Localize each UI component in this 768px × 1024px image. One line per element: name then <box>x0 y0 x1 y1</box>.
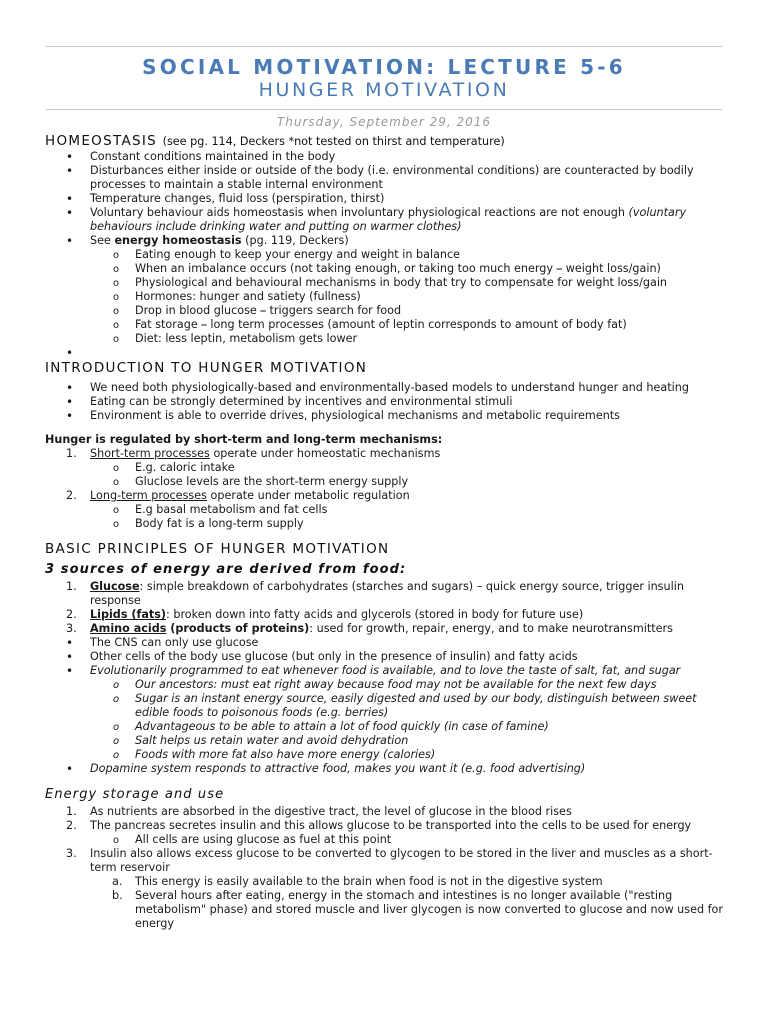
list-item: o Hormones: hunger and satiety (fullness) <box>45 290 725 304</box>
list-item: o When an imbalance occurs (not taking enough, or taking too much energy ⎯ weight loss/gain) <box>45 262 725 276</box>
homeostasis-heading: HOMEOSTASIS (see pg. 114, Deckers *not tested on thirst and temperature) <box>45 133 505 149</box>
list-item: 2. The pancreas secretes insulin and this allows glucose to be transported into the cells to be used for energy o All cells are using glucose as fuel at this point <box>45 819 725 847</box>
regulation-list <box>45 447 725 531</box>
energy-homeostasis-sublist <box>45 248 725 346</box>
list-item: a. This energy is easily available to the brain when food is not in the digestive system <box>112 875 603 888</box>
energy-storage-heading: Energy storage and use <box>45 787 225 802</box>
list-item: 2. Lipids (fats): broken down into fatty acids and glycerols (stored in body for future use) <box>66 608 584 621</box>
list-item: • Eating can be strongly determined by incentives and environmental stimuli <box>45 395 725 409</box>
list-item: o Advantageous to be able to attain a lot of food quickly (in case of famine) <box>45 720 725 734</box>
list-item: o E.g basal metabolism and fat cells <box>45 503 725 517</box>
homeostasis-list <box>45 150 725 360</box>
list-item: 1. As nutrients are absorbed in the digestive tract, the level of glucose in the blood rises <box>66 805 572 818</box>
list-item: • Dopamine system responds to attractive food, makes you want it (e.g. food advertising) <box>45 762 725 776</box>
list-item: o Salt helps us retain water and avoid dehydration <box>45 734 725 748</box>
list-item: 3. Amino acids (products of proteins): used for growth, repair, energy, and to make neurotransmitters <box>66 622 673 635</box>
list-item: 2. Long-term processes operate under metabolic regulation o E.g basal metabolism and fat cells o Body fat is a long-term supply <box>45 489 725 531</box>
lecture-date: Thursday, September 29, 2016 <box>276 115 492 129</box>
list-item: • Voluntary behaviour aids homeostasis when involuntary physiological reactions are not enough (voluntary behaviours include drinking water and putting on warmer clothes) <box>45 206 725 234</box>
list-item: • Temperature changes, fluid loss (perspiration, thirst) <box>45 192 725 206</box>
list-item: • Environment is able to override drives, physiological mechanisms and metabolic requirements <box>45 409 725 423</box>
list-item: o Gluclose levels are the short-term energy supply <box>45 475 725 489</box>
list-item: o Eating enough to keep your energy and weight in balance <box>45 248 725 262</box>
list-item: • Constant conditions maintained in the body <box>45 150 725 164</box>
list-item: 1. Short-term processes operate under homeostatic mechanisms o E.g. caloric intake o Gluclose levels are the short-term energy supply <box>45 447 725 489</box>
intro-list <box>45 381 725 423</box>
basic-principles-heading: BASIC PRINCIPLES OF HUNGER MOTIVATION <box>45 541 390 557</box>
list-item: • Other cells of the body use glucose (but only in the presence of insulin) and fatty acids <box>45 650 725 664</box>
list-item: o Drop in blood glucose ⎯ triggers search for food <box>45 304 725 318</box>
list-item: 1. Glucose: simple breakdown of carbohydrates (starches and sugars) – quick energy source, trigger insulin response <box>66 580 684 607</box>
list-item: • The CNS can only use glucose <box>45 636 725 650</box>
list-item: o Body fat is a long-term supply <box>45 517 725 531</box>
list-item: o All cells are using glucose as fuel at this point <box>45 833 725 847</box>
top-divider <box>46 46 722 47</box>
document-body <box>45 133 725 931</box>
list-item: o Fat storage ⎯ long term processes (amount of leptin corresponds to amount of body fat) <box>45 318 725 332</box>
empty-list-item <box>45 346 725 360</box>
basic-principles-list <box>45 636 725 776</box>
list-item: • Evolutionarily programmed to eat whenever food is available, and to love the taste of salt, fat, and sugar o Our ancestors: must eat right away because food may not be available for the next few days o Sugar is an instant energy source, easily digested and used by our body, distinguish between sweet edible foods to poisonous foods (e.g. berries) o Advantageous to be able to attain a lot of food quickly (in case of famine) o Salt helps us retain water and avoid dehydration o Foods with more fat also have more energy (calories) <box>45 664 725 762</box>
intro-heading: INTRODUCTION TO HUNGER MOTIVATION <box>45 360 368 376</box>
regulation-statement: Hunger is regulated by short-term and long-term mechanisms: <box>45 433 443 446</box>
list-item: o Foods with more fat also have more energy (calories) <box>45 748 725 762</box>
page-title: SOCIAL MOTIVATION: LECTURE 5-6 <box>142 55 626 79</box>
title-divider <box>46 109 722 110</box>
list-item: • See energy homeostasis (pg. 119, Deckers) o Eating enough to keep your energy and weight in balance o When an imbalance occurs (not taking enough, or taking too much energy ⎯ weight loss/gain) o Physiological and behavioural mechanisms in body that try to compensate for weight loss/gain o Hormones: hunger and satiety (fullness) o Drop in blood glucose ⎯ triggers search for food o Fat storage ⎯ long term processes (amount of leptin corresponds to amount of body fat) o Diet: less leptin, metabolism gets lower <box>45 234 725 346</box>
list-item: o Physiological and behavioural mechanisms in body that try to compensate for weight loss/gain <box>45 276 725 290</box>
list-item: o E.g. caloric intake <box>45 461 725 475</box>
list-item: • We need both physiologically-based and environmentally-based models to understand hunger and heating <box>45 381 725 395</box>
page-subtitle: HUNGER MOTIVATION <box>258 79 510 101</box>
list-item: 3. Insulin also allows excess glucose to be converted to glycogen to be stored in the liver and muscles as a short-term reservoir a. This energy is easily available to the brain when food is not in the digestive system b. Several hours after eating, energy in the stomach and intestines is no longer available ("resting metabolism" phase) and stored muscle and liver glycogen is now converted to glucose and now used for energy <box>45 847 725 931</box>
list-item: • Disturbances either inside or outside of the body (i.e. environmental conditions) are counteracted by bodily processes to maintain a stable internal environment <box>45 164 725 192</box>
list-item: o Sugar is an instant energy source, easily digested and used by our body, distinguish between sweet edible foods to poisonous foods (e.g. berries) <box>45 692 725 720</box>
energy-storage-list <box>45 805 725 931</box>
energy-sources-list <box>45 580 725 636</box>
energy-sources-subheading: 3 sources of energy are derived from food: <box>45 562 407 577</box>
list-item: b. Several hours after eating, energy in the stomach and intestines is no longer available ("resting metabolism" phase) and stored muscle and liver glycogen is now converted to glucose and now used for energy <box>112 889 723 930</box>
list-item: o Our ancestors: must eat right away because food may not be available for the next few days <box>45 678 725 692</box>
homeostasis-note: (see pg. 114, Deckers *not tested on thirst and temperature) <box>162 135 505 148</box>
list-item: o Diet: less leptin, metabolism gets lower <box>45 332 725 346</box>
